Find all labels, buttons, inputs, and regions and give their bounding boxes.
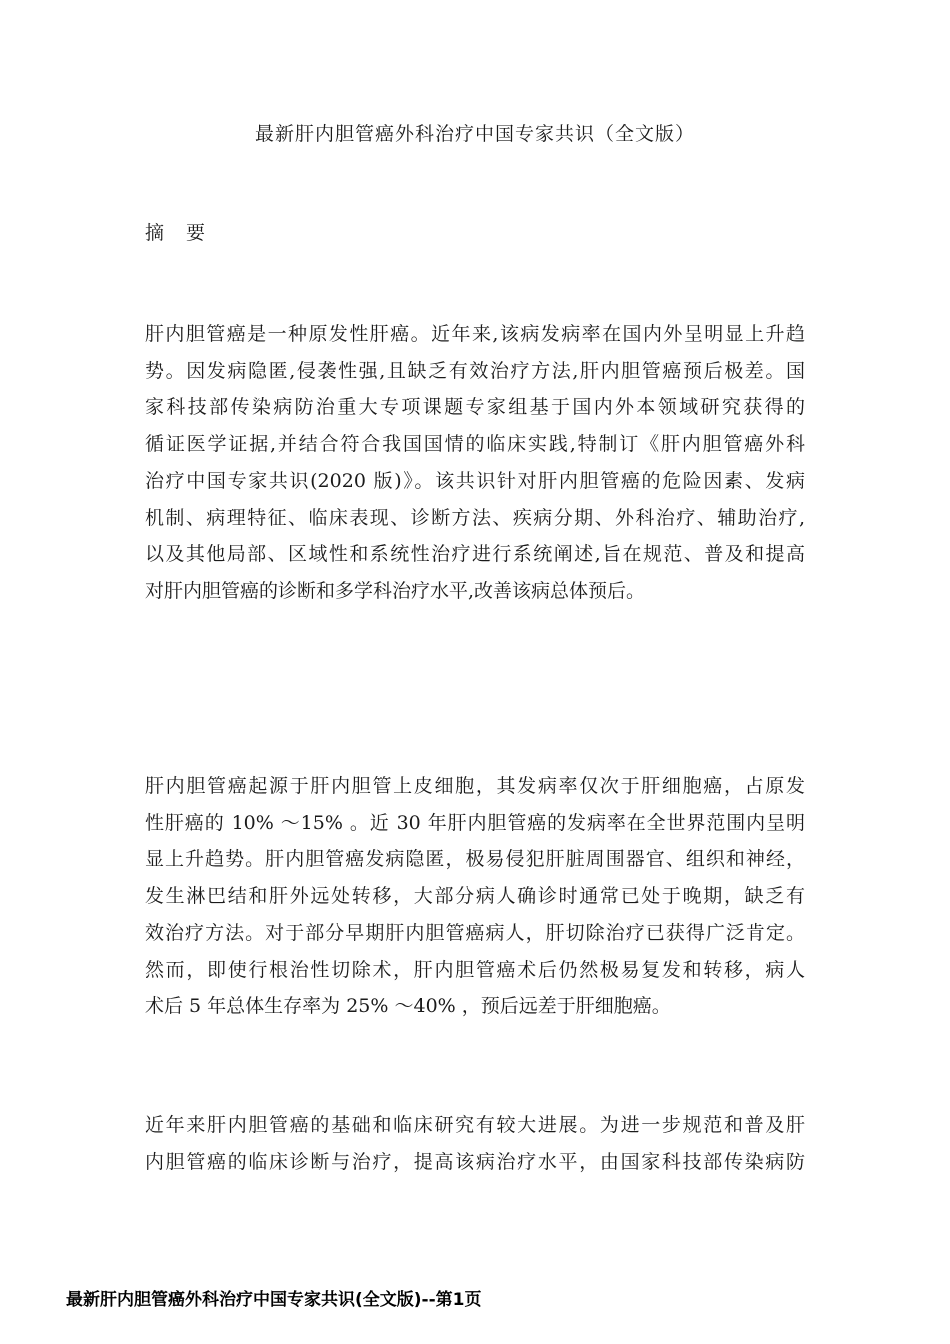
text-line: 循证医学证据,并结合符合我国国情的临床实践,特制订《肝内胆管癌外科 — [145, 433, 805, 456]
text-line: 显上升趋势。肝内胆管癌发病隐匿，极易侵犯肝脏周围器官、组织和神经， — [145, 848, 805, 871]
text-line: 近年来肝内胆管癌的基础和临床研究有较大进展。为进一步规范和普及肝 — [145, 1114, 805, 1136]
document-title: 最新肝内胆管癌外科治疗中国专家共识（全文版） — [254, 123, 695, 145]
research-paragraph — [145, 1107, 805, 1180]
text-line: 以及其他局部、区域性和系统性治疗进行系统阐述,旨在规范、普及和提高 — [145, 543, 805, 566]
text-line: 肝内胆管癌是一种原发性肝癌。近年来,该病发病率在国内外呈明显上升趋 — [145, 323, 805, 345]
abstract-paragraph — [145, 316, 805, 610]
text-line: 势。因发病隐匿,侵袭性强,且缺乏有效治疗方法,肝内胆管癌预后极差。国 — [145, 359, 805, 382]
text-line: 肝内胆管癌起源于肝内胆管上皮细胞，其发病率仅次于肝细胞癌，占原发 — [145, 775, 805, 797]
text-line: 治疗中国专家共识(2020 版)》。该共识针对肝内胆管癌的危险因素、发病 — [145, 469, 805, 492]
abstract-heading-char-2: 要 — [186, 222, 206, 244]
text-line: 然而，即使行根治性切除术，肝内胆管癌术后仍然极易复发和转移，病人 — [145, 958, 805, 981]
text-line: 内胆管癌的临床诊断与治疗，提高该病治疗水平，由国家科技部传染病防 — [145, 1150, 805, 1173]
abstract-heading — [145, 219, 205, 247]
text-line: 术后 5 年总体生存率为 25% ～40% ，预后远差于肝细胞癌。 — [145, 995, 671, 1018]
text-line: 机制、病理特征、临床表现、诊断方法、疾病分期、外科治疗、辅助治疗, — [145, 506, 805, 529]
abstract-heading-char-1: 摘 — [145, 222, 165, 244]
intro-paragraph — [145, 768, 805, 1025]
text-line: 性肝癌的 10% ～15% 。近 30 年肝内胆管癌的发病率在全世界范围内呈明 — [145, 811, 805, 834]
text-line: 家科技部传染病防治重大专项课题专家组基于国内外本领域研究获得的 — [145, 396, 805, 419]
text-line: 发生淋巴结和肝外远处转移，大部分病人确诊时通常已处于晚期，缺乏有 — [145, 885, 805, 908]
text-line: 对肝内胆管癌的诊断和多学科治疗水平,改善该病总体预后。 — [145, 579, 646, 602]
text-line: 效治疗方法。对于部分早期肝内胆管癌病人，肝切除治疗已获得广泛肯定。 — [145, 921, 805, 944]
page-footer: 最新肝内胆管癌外科治疗中国专家共识(全文版)--第1页 — [66, 1290, 482, 1310]
